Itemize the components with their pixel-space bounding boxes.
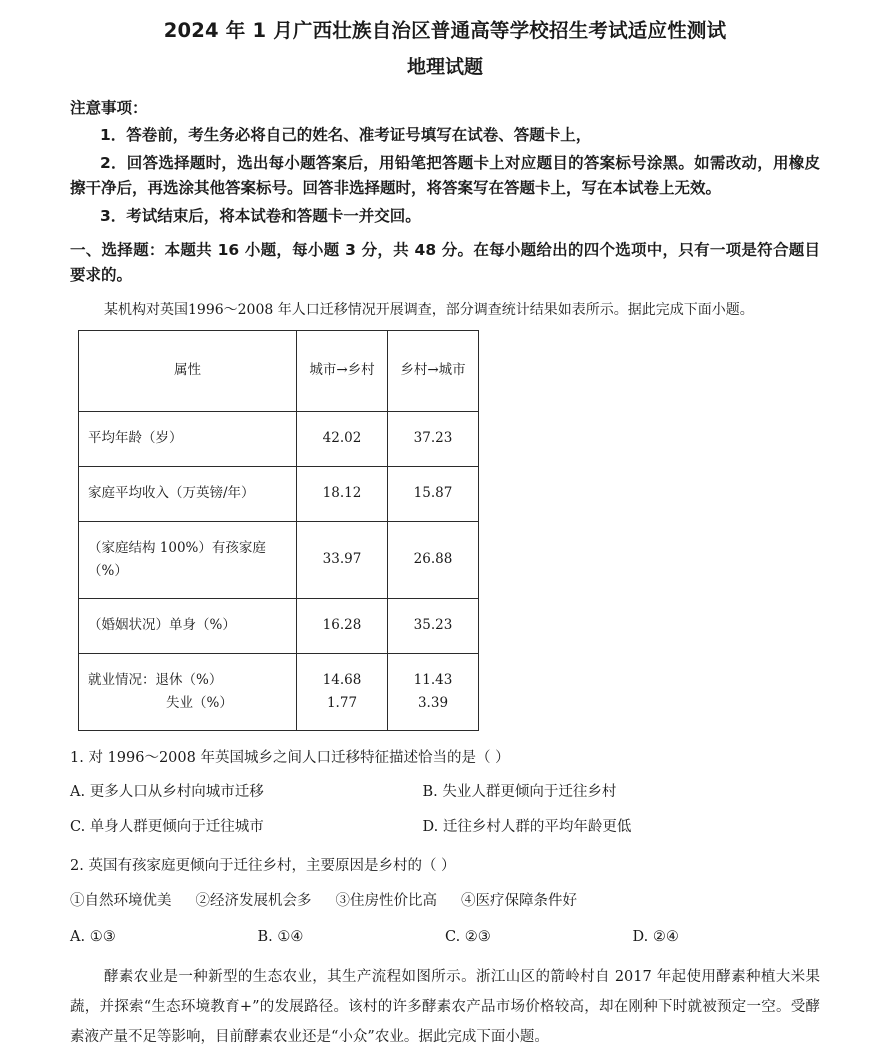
question-2-statements: [70, 890, 820, 913]
question-2-option-b[interactable]: B. ①④: [257, 929, 304, 946]
question-1-option-a[interactable]: A. 更多人口从乡村向城市迁移: [70, 784, 264, 801]
question-1-stem: 1. 对 1996～2008 年英国城乡之间人口迁移特征描述恰当的是（ ）: [70, 750, 510, 767]
table-row: [79, 654, 479, 731]
row-value-rural-to-urban: 26.88: [388, 522, 479, 599]
row-value-line-2: 1.77: [326, 695, 358, 712]
notice-item-3: 3．考试结束后，将本试卷和答题卡一并交回。: [100, 207, 421, 226]
table-header-row: [79, 331, 479, 412]
notice-heading: 注意事项：: [70, 98, 148, 117]
table-row: [79, 522, 479, 599]
notice-item-2: 2．回答选择题时，选出每小题答案后，用铅笔把答题卡上对应题目的答案标号涂黑。如需改动，用橡皮擦干净后，再选涂其他答案标号。回答非选择题时，将答案写在答题卡上，写在本试卷上无效。: [70, 154, 820, 198]
row-attribute: 家庭平均收入（万英镑/年）: [79, 467, 297, 522]
row-value-urban-to-rural: 33.97: [297, 522, 388, 599]
question-1-option-d[interactable]: D. 迁往乡村人群的平均年龄更低: [422, 818, 632, 835]
row-attribute: （家庭结构 100%）有孩家庭（%）: [79, 522, 297, 599]
question-2-option-d[interactable]: D. ②④: [632, 929, 679, 946]
page-subtitle: 地理试题: [406, 56, 483, 79]
question-1-option-c[interactable]: C. 单身人群更倾向于迁往城市: [70, 818, 264, 835]
table-header-rural-to-urban: 乡村→城市: [388, 331, 479, 412]
row-value-line-1: 14.68: [322, 671, 362, 688]
section-heading-choice: 一、选择题：本题共 16 小题，每小题 3 分，共 48 分。在每小题给出的四个选项中，只有一项是符合题目要求的。: [70, 240, 820, 284]
table-row: [79, 467, 479, 522]
row-value-rural-to-urban: 15.87: [388, 467, 479, 522]
question-2-options: [70, 926, 820, 949]
row-value-urban-to-rural: 16.28: [297, 599, 388, 654]
question-1-options-row-1: [70, 781, 820, 804]
row-value-rural-to-urban: 37.23: [388, 412, 479, 467]
question-2-option-a[interactable]: A. ①③: [70, 929, 116, 946]
question-2-option-c[interactable]: C. ②③: [445, 929, 491, 946]
notice-item-1: 1．答卷前，考生务必将自己的姓名、准考证号填写在试卷、答题卡上，: [100, 126, 592, 145]
row-value-urban-to-rural: 18.12: [297, 467, 388, 522]
passage-intro-2: 酵素农业是一种新型的生态农业，其生产流程如图所示。浙江山区的箭岭村自 2017 年起使用酵素种植大米果蔬，并探索“生态环境教育+”的发展路径。该村的许多酵素农产品市场价格较高，却在刚种下时就被预定一空。受酵素液产量不足等影响，目前酵素农业还是“小众”农业。据此完成下面小题。: [70, 969, 820, 1045]
migration-table-wrapper: [78, 330, 820, 731]
table-row: [79, 412, 479, 467]
question-1-options-row-2: [70, 816, 820, 839]
row-value-line-2: 3.39: [417, 695, 449, 712]
row-attribute: [79, 654, 297, 731]
table-header-urban-to-rural: 城市→乡村: [297, 331, 388, 412]
row-attribute: （婚姻状况）单身（%）: [79, 599, 297, 654]
row-value-rural-to-urban: 35.23: [388, 599, 479, 654]
question-2-statement-1: ①自然环境优美: [70, 892, 172, 909]
table-header-attribute: 属性: [79, 331, 297, 412]
question-2-stem: 2. 英国有孩家庭更倾向于迁往乡村，主要原因是乡村的（ ）: [70, 857, 456, 874]
row-attribute: 平均年龄（岁）: [79, 412, 297, 467]
question-1-option-b[interactable]: B. 失业人群更倾向于迁往乡村: [422, 784, 617, 801]
row-attribute-line-2: 失业（%）: [166, 695, 233, 712]
passage-intro-1: 某机构对英国1996～2008 年人口迁移情况开展调查，部分调查统计结果如表所示。据此完成下面小题。: [104, 301, 754, 318]
row-value-urban-to-rural: 42.02: [297, 412, 388, 467]
page-title: 2024 年 1 月广西壮族自治区普通高等学校招生考试适应性测试: [163, 19, 727, 42]
question-2-statement-4: ④医疗保障条件好: [461, 892, 577, 909]
question-2-statement-3: ③住房性价比高: [335, 892, 437, 909]
row-value-urban-to-rural: [297, 654, 388, 731]
row-attribute-line-1: 就业情况：退休（%）: [88, 671, 223, 688]
table-row: [79, 599, 479, 654]
row-value-line-1: 11.43: [413, 671, 453, 688]
question-2-statement-2: ②经济发展机会多: [195, 892, 312, 909]
row-value-rural-to-urban: [388, 654, 479, 731]
migration-data-table: [78, 330, 479, 731]
